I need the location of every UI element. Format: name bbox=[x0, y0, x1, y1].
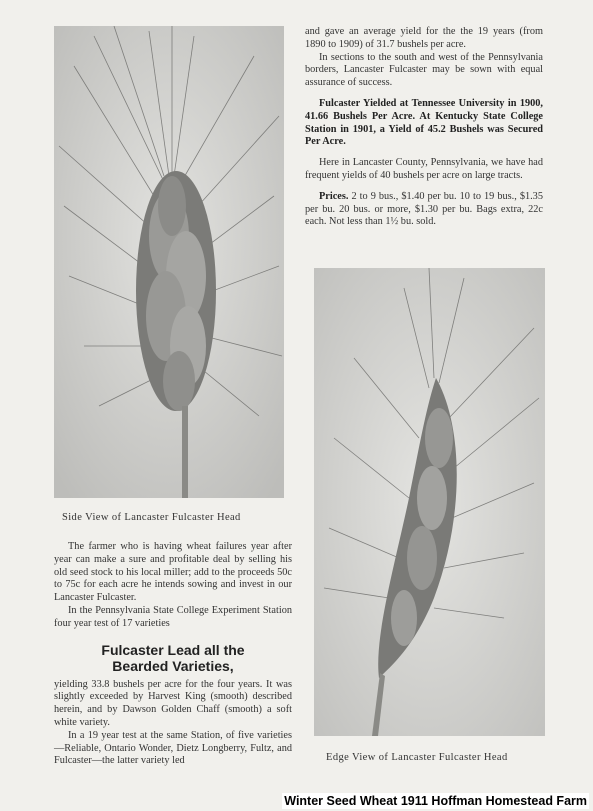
right-text-column bbox=[305, 26, 543, 229]
prices-text: 2 to 9 bus., $1.40 per bu. 10 to 19 bus., $1.35 per bu. 20 bus. or more, $1.30 per bu. Bags extra, 22c each. Not less than 1½ bu. sold. bbox=[305, 190, 543, 228]
right-paragraph-4: Here in Lancaster County, Pennsylvania, we have had frequent yields of 40 bushels per acre on large tracts. bbox=[305, 157, 543, 181]
side-view-caption: Side View of Lancaster Fulcaster Head bbox=[62, 512, 241, 523]
heading-line-1: Fulcaster Lead all the bbox=[101, 641, 245, 658]
wheat-head-side-photo bbox=[54, 26, 284, 498]
right-bold-paragraph: Fulcaster Yielded at Tennessee University in 1900, 41.66 Bushels Per Acre. At Kentucky State College Station in 1901, a Yield of 45.2 Bushels was Secured Per Acre. bbox=[305, 97, 543, 148]
prices-label: Prices. bbox=[319, 190, 349, 202]
right-paragraph-2: In sections to the south and west of the Pennsylvania borders, Lancaster Fulcaster may be sown with equal assurance of success. bbox=[305, 51, 543, 89]
footer-caption: Winter Seed Wheat 1911 Hoffman Homestead Farm bbox=[284, 794, 587, 808]
left-paragraph-2: In the Pennsylvania State College Experiment Station four year test of 17 varieties bbox=[54, 604, 292, 629]
left-paragraph-4: In a 19 year test at the same Station, of five varieties—Reliable, Ontario Wonder, Dietz Longberry, Fultz, and Fulcaster—the latter variety led bbox=[54, 729, 292, 767]
wheat-head-edge-photo bbox=[314, 268, 545, 736]
prices-paragraph bbox=[305, 191, 543, 229]
edge-view-caption: Edge View of Lancaster Fulcaster Head bbox=[326, 752, 508, 763]
section-heading bbox=[54, 642, 292, 674]
heading-line-2: Bearded Varieties, bbox=[112, 657, 234, 674]
right-paragraph-1: and gave an average yield for the the 19 years (from 1890 to 1909) of 31.7 bushels per acre. bbox=[305, 26, 543, 50]
left-paragraph-3: yielding 33.8 bushels per acre for the four years. It was slightly exceeded by Harvest King (smooth) described herein, and by Dawson Golden Chaff (smooth) a soft white variety. bbox=[54, 678, 292, 728]
left-paragraph-1: The farmer who is having wheat failures year after year can make a sure and profitable deal by selling his old seed stock to his local miller; add to the proceeds 50c to 75c for each acre he intends sowing and invest in our Lancaster Fulcaster. bbox=[54, 541, 292, 604]
left-text-column bbox=[54, 541, 292, 768]
